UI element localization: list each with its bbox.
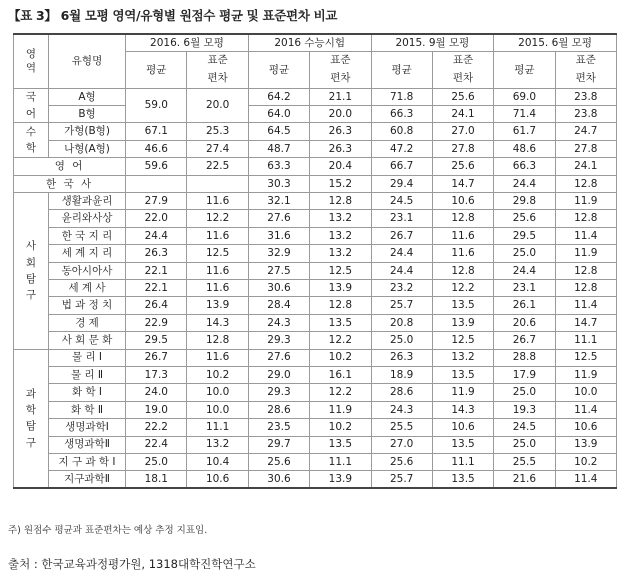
- value-cell: 27.5: [248, 262, 309, 279]
- value-cell: 26.3: [126, 245, 187, 262]
- value-cell: 29.3: [248, 332, 309, 349]
- value-cell: 18.9: [371, 366, 432, 383]
- value-cell: 24.3: [371, 401, 432, 418]
- value-cell: 25.6: [494, 210, 555, 227]
- value-cell: 31.6: [248, 227, 309, 244]
- value-cell: 11.6: [187, 227, 248, 244]
- type-name: 사 회 문 화: [48, 332, 125, 349]
- value-cell: 29.3: [248, 384, 309, 401]
- value-cell: 21.6: [494, 471, 555, 488]
- value-cell: 71.8: [371, 88, 432, 105]
- type-name: A형: [48, 88, 125, 105]
- value-cell: 29.0: [248, 366, 309, 383]
- table-row: [14, 245, 617, 262]
- value-cell: 20.8: [371, 314, 432, 331]
- table-row: [14, 262, 617, 279]
- value-cell: 24.0: [126, 384, 187, 401]
- table-row: [14, 384, 617, 401]
- value-cell: 71.4: [494, 106, 555, 123]
- value-cell: 11.9: [555, 366, 616, 383]
- type-name: 생활과윤리: [48, 193, 125, 210]
- value-cell: 26.1: [494, 297, 555, 314]
- type-name: 나형(A형): [48, 140, 125, 157]
- table-row: [14, 88, 617, 105]
- type-name: 물 리 Ⅰ: [48, 349, 125, 366]
- value-cell: 27.4: [187, 140, 248, 157]
- value-cell: 10.6: [432, 419, 493, 436]
- group-header: 2016 수능시험: [248, 34, 371, 52]
- value-cell: 30.6: [248, 279, 309, 296]
- value-cell: 32.9: [248, 245, 309, 262]
- type-name: 윤리와사상: [48, 210, 125, 227]
- value-cell: 18.1: [126, 471, 187, 488]
- value-cell: 10.2: [310, 349, 371, 366]
- value-cell: 25.3: [187, 123, 248, 140]
- sd-header: 표준 편차: [187, 52, 248, 89]
- type-name: 가형(B형): [48, 123, 125, 140]
- value-cell: 20.4: [310, 158, 371, 175]
- value-cell: 29.4: [371, 175, 432, 192]
- value-cell: 47.2: [371, 140, 432, 157]
- value-cell: 28.6: [371, 384, 432, 401]
- value-cell: 10.0: [187, 401, 248, 418]
- value-cell: 66.3: [494, 158, 555, 175]
- value-cell: 17.9: [494, 366, 555, 383]
- value-cell: 25.0: [494, 384, 555, 401]
- value-cell: 12.8: [432, 262, 493, 279]
- value-cell: 26.7: [126, 349, 187, 366]
- value-cell: 11.1: [555, 332, 616, 349]
- value-cell: 12.5: [555, 349, 616, 366]
- sd-header: 표준 편차: [432, 52, 493, 89]
- value-cell: 24.4: [126, 227, 187, 244]
- value-cell: 13.5: [432, 471, 493, 488]
- value-cell: 12.8: [310, 193, 371, 210]
- value-cell: 25.0: [371, 332, 432, 349]
- value-cell: 10.0: [555, 384, 616, 401]
- value-cell: 13.9: [432, 314, 493, 331]
- value-cell: 23.2: [371, 279, 432, 296]
- value-cell: 14.7: [555, 314, 616, 331]
- value-cell: 23.1: [494, 279, 555, 296]
- value-cell: 28.6: [248, 401, 309, 418]
- type-name: 지구과학Ⅱ: [48, 471, 125, 488]
- value-cell: 13.9: [310, 279, 371, 296]
- value-cell: 11.1: [432, 453, 493, 470]
- value-cell: 11.6: [187, 193, 248, 210]
- value-cell: 59.6: [126, 158, 187, 175]
- value-cell: 13.2: [310, 210, 371, 227]
- value-cell: 12.8: [187, 332, 248, 349]
- group-header: 2016. 6월 모평: [126, 34, 249, 52]
- value-cell: 24.7: [555, 123, 616, 140]
- footnote: 주) 원점수 평균과 표준편차는 예상 추정 지표임.: [8, 525, 208, 536]
- type-name: 지 구 과 학 Ⅰ: [48, 453, 125, 470]
- value-cell: 11.9: [432, 384, 493, 401]
- value-cell: 22.9: [126, 314, 187, 331]
- value-cell: 11.6: [187, 349, 248, 366]
- value-cell: 13.2: [187, 436, 248, 453]
- value-cell: 64.5: [248, 123, 309, 140]
- value-cell: 14.7: [432, 175, 493, 192]
- value-cell: 10.6: [555, 419, 616, 436]
- type-name: 세 계 사: [48, 279, 125, 296]
- value-cell: 13.5: [310, 436, 371, 453]
- value-cell: 25.0: [494, 436, 555, 453]
- type-name: 생명과학Ⅰ: [48, 419, 125, 436]
- value-cell: 11.4: [555, 227, 616, 244]
- value-cell: 28.4: [248, 297, 309, 314]
- value-cell: 64.0: [248, 106, 309, 123]
- value-cell: 30.3: [248, 175, 309, 192]
- area-header: 영 역: [14, 34, 49, 88]
- table-row: [14, 210, 617, 227]
- type-name: 법 과 정 치: [48, 297, 125, 314]
- type-name: 경 제: [48, 314, 125, 331]
- value-cell: 26.3: [310, 123, 371, 140]
- value-cell: 26.4: [126, 297, 187, 314]
- table-row: [14, 314, 617, 331]
- value-cell: 25.6: [432, 158, 493, 175]
- value-cell: 11.9: [555, 245, 616, 262]
- value-cell: 12.8: [555, 262, 616, 279]
- value-cell: 29.5: [126, 332, 187, 349]
- value-cell: 29.8: [494, 193, 555, 210]
- value-cell: 22.4: [126, 436, 187, 453]
- value-cell: 13.5: [310, 314, 371, 331]
- value-cell: 11.1: [310, 453, 371, 470]
- value-cell: 48.7: [248, 140, 309, 157]
- value-cell: 67.1: [126, 123, 187, 140]
- table-row: [14, 366, 617, 383]
- value-cell: 60.8: [371, 123, 432, 140]
- mean-header: 평균: [371, 52, 432, 89]
- area-label: 한 국 사: [14, 175, 126, 192]
- table-row: [14, 227, 617, 244]
- value-cell: 11.4: [555, 401, 616, 418]
- value-cell: 10.2: [187, 366, 248, 383]
- table-row: [14, 158, 617, 175]
- value-cell: 27.8: [432, 140, 493, 157]
- value-cell: 13.9: [310, 471, 371, 488]
- value-cell: 69.0: [494, 88, 555, 105]
- type-name: 화 학 Ⅰ: [48, 384, 125, 401]
- value-cell: 48.6: [494, 140, 555, 157]
- value-cell: 23.1: [371, 210, 432, 227]
- value-cell: 25.0: [126, 453, 187, 470]
- value-cell: 11.6: [187, 279, 248, 296]
- sd-header: 표준 편차: [310, 52, 371, 89]
- value-cell: 32.1: [248, 193, 309, 210]
- value-cell: 12.2: [187, 210, 248, 227]
- table-row: [14, 193, 617, 210]
- table-row: [14, 279, 617, 296]
- value-cell: 13.2: [310, 245, 371, 262]
- value-cell: 23.8: [555, 106, 616, 123]
- value-cell: 12.2: [310, 384, 371, 401]
- table-row: [14, 175, 617, 192]
- value-cell: 27.6: [248, 210, 309, 227]
- value-cell: 11.1: [187, 419, 248, 436]
- value-cell: 10.2: [310, 419, 371, 436]
- value-cell: 30.6: [248, 471, 309, 488]
- value-cell: 12.8: [310, 297, 371, 314]
- type-name: 물 리 Ⅱ: [48, 366, 125, 383]
- value-cell: 25.5: [494, 453, 555, 470]
- value-cell: 66.3: [371, 106, 432, 123]
- value-cell: 25.6: [248, 453, 309, 470]
- value-cell: 10.6: [187, 471, 248, 488]
- value-cell: 29.7: [248, 436, 309, 453]
- value-cell: 10.4: [187, 453, 248, 470]
- value-cell: 19.3: [494, 401, 555, 418]
- value-cell: 21.1: [310, 88, 371, 105]
- source-line: 출처 : 한국교육과정평가원, 1318대학진학연구소: [8, 557, 256, 571]
- table-body: [14, 88, 617, 488]
- value-cell: 24.5: [494, 419, 555, 436]
- table-row: [14, 471, 617, 488]
- value-cell: [187, 175, 248, 192]
- value-cell: 11.6: [187, 262, 248, 279]
- area-label: 수 학: [14, 123, 49, 158]
- value-cell: 24.3: [248, 314, 309, 331]
- value-cell: 11.6: [432, 227, 493, 244]
- value-cell: 28.8: [494, 349, 555, 366]
- value-cell: 12.8: [555, 210, 616, 227]
- value-cell: 12.2: [310, 332, 371, 349]
- value-cell: 11.6: [432, 245, 493, 262]
- value-cell: 12.2: [432, 279, 493, 296]
- area-label: 과 학 탐 구: [14, 349, 49, 488]
- value-cell: 12.5: [432, 332, 493, 349]
- value-cell: 12.8: [555, 175, 616, 192]
- value-cell: 26.7: [494, 332, 555, 349]
- value-cell: 23.8: [555, 88, 616, 105]
- value-cell: 13.5: [432, 366, 493, 383]
- value-cell: 20.0: [187, 88, 248, 123]
- value-cell: 15.2: [310, 175, 371, 192]
- value-cell: 13.2: [310, 227, 371, 244]
- table-row: [14, 123, 617, 140]
- sd-header: 표준 편차: [555, 52, 616, 89]
- group-header: 2015. 9월 모평: [371, 34, 494, 52]
- value-cell: 12.5: [310, 262, 371, 279]
- value-cell: 27.0: [432, 123, 493, 140]
- group-header: 2015. 6월 모평: [494, 34, 617, 52]
- table-row: [14, 419, 617, 436]
- value-cell: 22.1: [126, 262, 187, 279]
- table-row: [14, 453, 617, 470]
- value-cell: 24.1: [432, 106, 493, 123]
- type-name: 생명과학Ⅱ: [48, 436, 125, 453]
- table-row: [14, 140, 617, 157]
- value-cell: 27.8: [555, 140, 616, 157]
- value-cell: 59.0: [126, 88, 187, 123]
- type-name: B형: [48, 106, 125, 123]
- value-cell: 25.0: [494, 245, 555, 262]
- table-row: [14, 349, 617, 366]
- value-cell: 25.6: [432, 88, 493, 105]
- type-name: 동아시아사: [48, 262, 125, 279]
- value-cell: 22.0: [126, 210, 187, 227]
- value-cell: 13.2: [432, 349, 493, 366]
- value-cell: 20.6: [494, 314, 555, 331]
- value-cell: 22.2: [126, 419, 187, 436]
- value-cell: 66.7: [371, 158, 432, 175]
- table-row: [14, 401, 617, 418]
- value-cell: 27.6: [248, 349, 309, 366]
- value-cell: 11.9: [555, 193, 616, 210]
- type-name: 한 국 지 리: [48, 227, 125, 244]
- value-cell: 23.5: [248, 419, 309, 436]
- value-cell: 24.1: [555, 158, 616, 175]
- type-header: 유형명: [48, 34, 125, 88]
- table-row: [14, 106, 617, 123]
- value-cell: 11.9: [310, 401, 371, 418]
- value-cell: 13.9: [187, 297, 248, 314]
- mean-header: 평균: [494, 52, 555, 89]
- value-cell: 25.7: [371, 297, 432, 314]
- type-name: 세 계 지 리: [48, 245, 125, 262]
- value-cell: 29.5: [494, 227, 555, 244]
- value-cell: 14.3: [187, 314, 248, 331]
- mean-header: 평균: [248, 52, 309, 89]
- value-cell: 63.3: [248, 158, 309, 175]
- value-cell: 24.5: [371, 193, 432, 210]
- table-title: 【표 3】 6월 모평 영역/유형별 원점수 평균 및 표준편차 비교: [8, 8, 338, 23]
- value-cell: 12.8: [555, 279, 616, 296]
- value-cell: 12.8: [432, 210, 493, 227]
- value-cell: 27.0: [371, 436, 432, 453]
- value-cell: 16.1: [310, 366, 371, 383]
- score-table: [13, 33, 617, 489]
- value-cell: 24.4: [371, 245, 432, 262]
- value-cell: 25.7: [371, 471, 432, 488]
- value-cell: 17.3: [126, 366, 187, 383]
- value-cell: 24.4: [371, 262, 432, 279]
- value-cell: 10.2: [555, 453, 616, 470]
- value-cell: 20.0: [310, 106, 371, 123]
- value-cell: 11.4: [555, 471, 616, 488]
- value-cell: 22.1: [126, 279, 187, 296]
- table-row: [14, 436, 617, 453]
- area-label: 영 어: [14, 158, 126, 175]
- value-cell: 13.5: [432, 436, 493, 453]
- table-row: [14, 332, 617, 349]
- value-cell: 10.0: [187, 384, 248, 401]
- value-cell: 27.9: [126, 193, 187, 210]
- value-cell: 19.0: [126, 401, 187, 418]
- value-cell: 26.3: [371, 349, 432, 366]
- value-cell: 11.4: [555, 297, 616, 314]
- area-label: 국 어: [14, 88, 49, 123]
- mean-header: 평균: [126, 52, 187, 89]
- value-cell: 12.5: [187, 245, 248, 262]
- value-cell: 46.6: [126, 140, 187, 157]
- value-cell: 13.9: [555, 436, 616, 453]
- value-cell: 22.5: [187, 158, 248, 175]
- type-name: 화 학 Ⅱ: [48, 401, 125, 418]
- value-cell: 26.7: [371, 227, 432, 244]
- value-cell: 24.4: [494, 262, 555, 279]
- value-cell: 13.5: [432, 297, 493, 314]
- value-cell: 10.6: [432, 193, 493, 210]
- value-cell: 14.3: [432, 401, 493, 418]
- value-cell: 24.4: [494, 175, 555, 192]
- value-cell: 64.2: [248, 88, 309, 105]
- table-row: [14, 297, 617, 314]
- value-cell: 25.5: [371, 419, 432, 436]
- value-cell: 61.7: [494, 123, 555, 140]
- value-cell: 26.3: [310, 140, 371, 157]
- value-cell: 25.6: [371, 453, 432, 470]
- area-label: 사 회 탐 구: [14, 193, 49, 350]
- value-cell: [126, 175, 187, 192]
